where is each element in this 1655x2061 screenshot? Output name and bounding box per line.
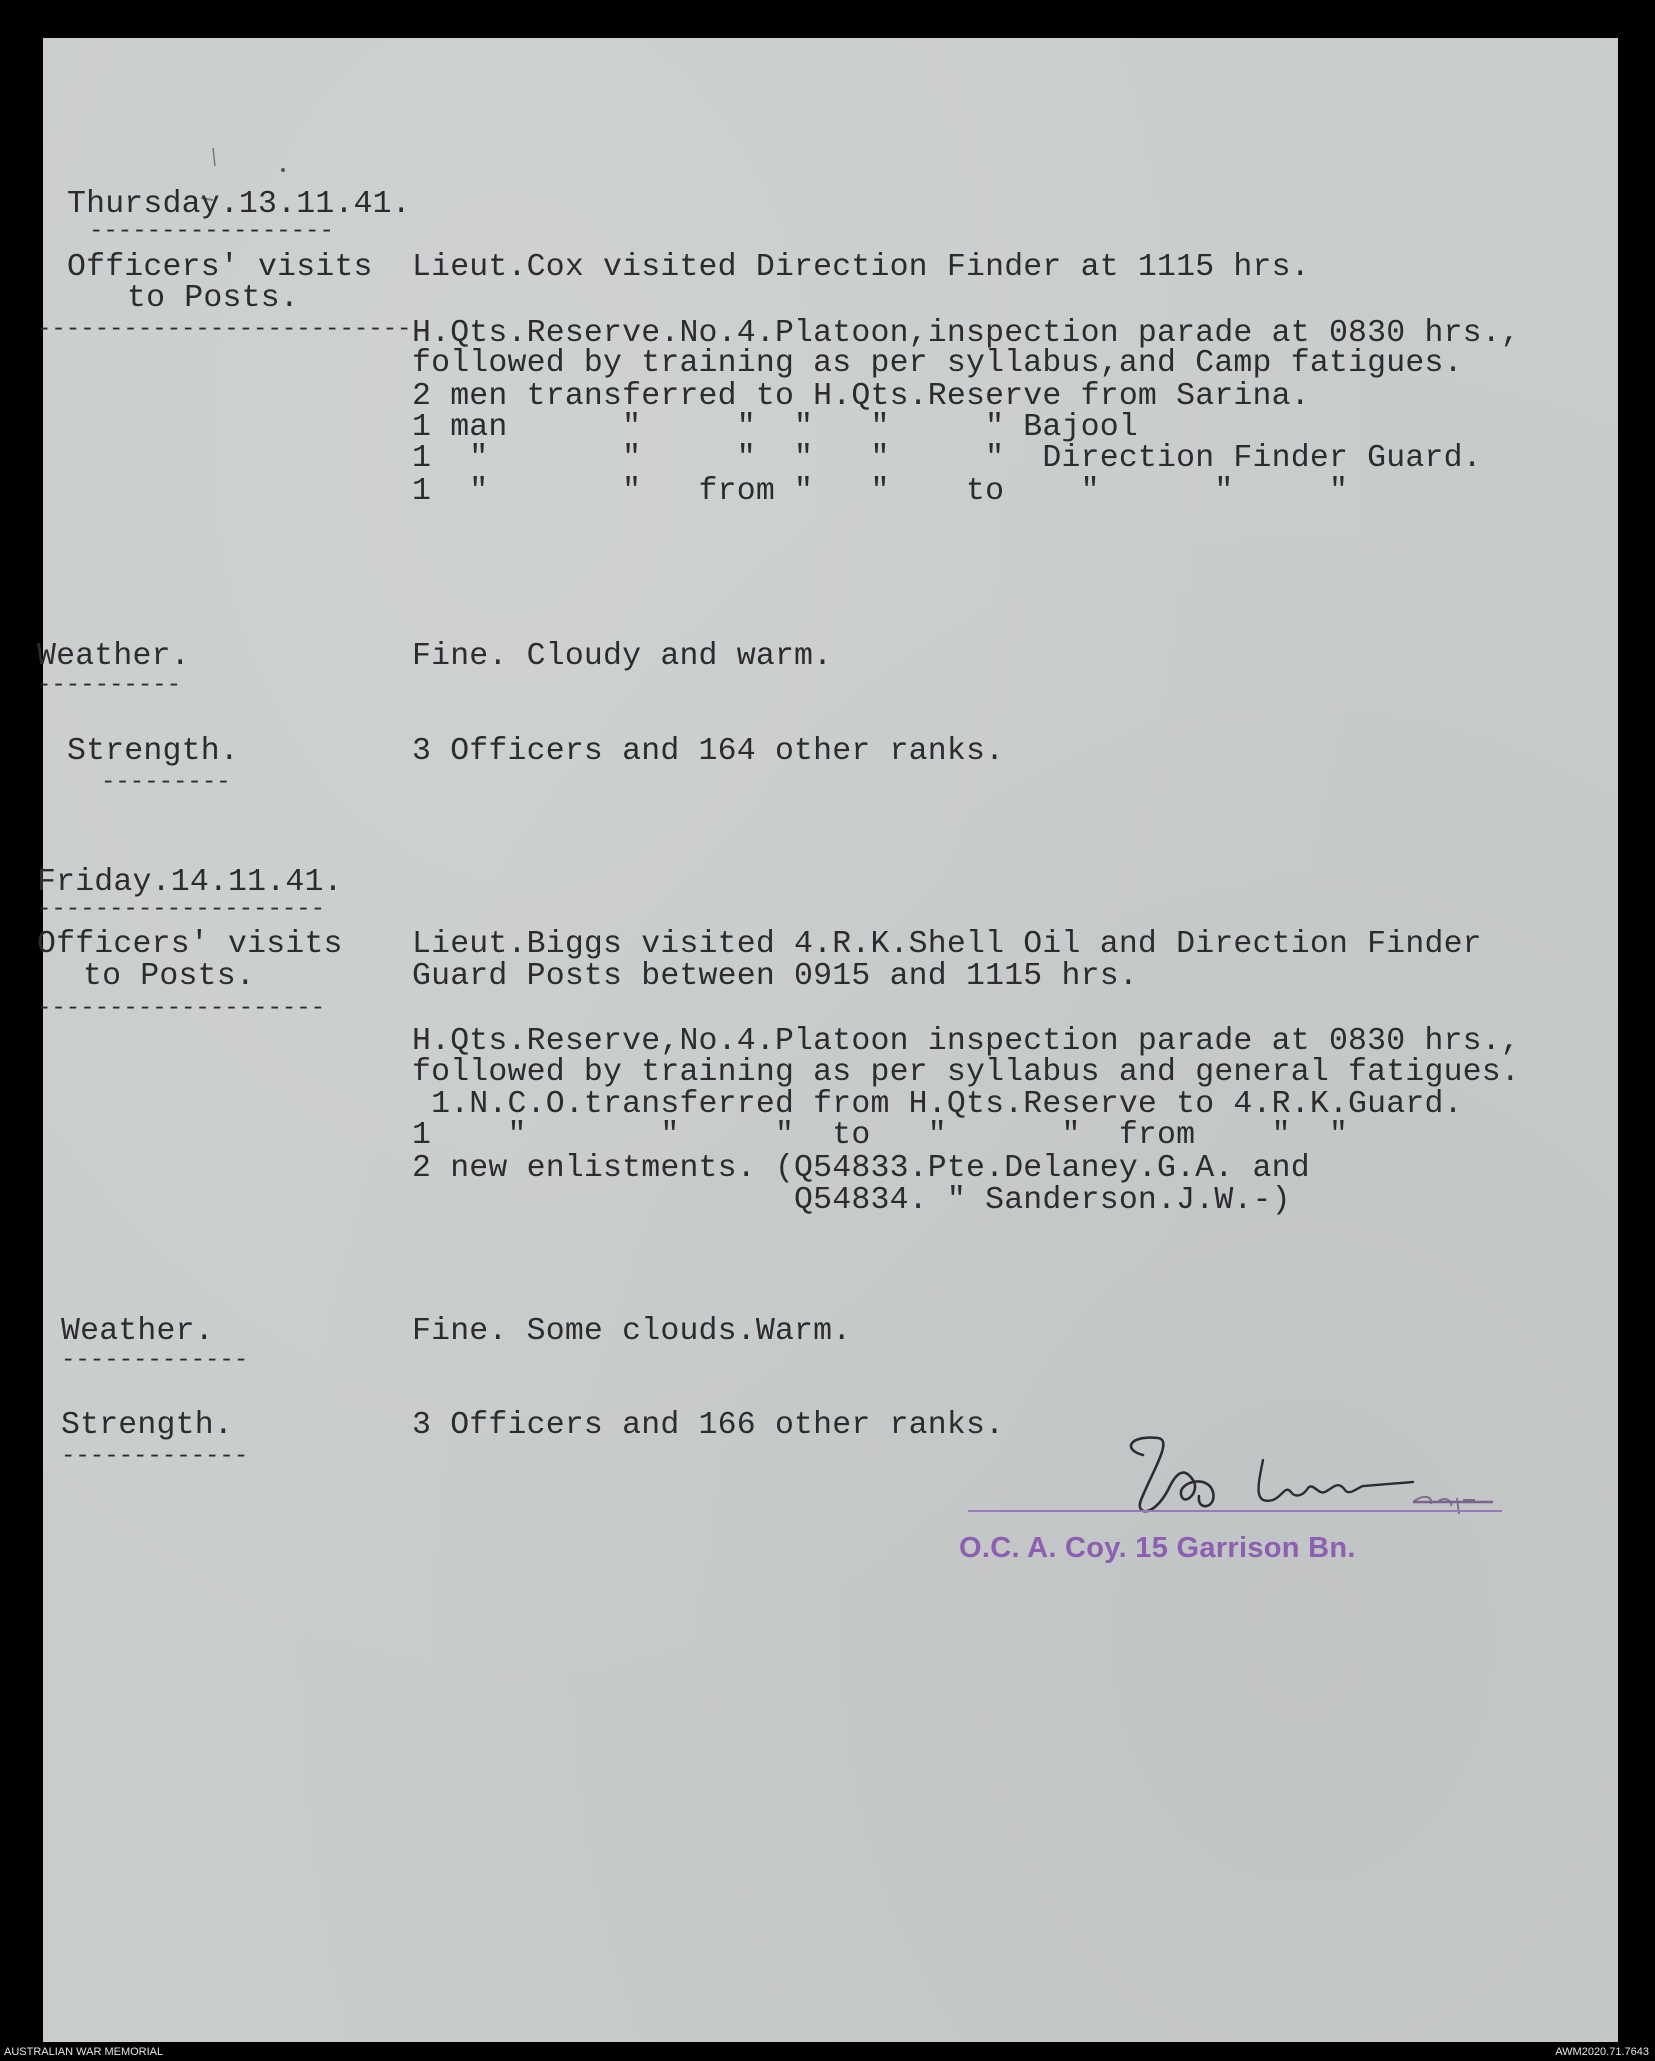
activity-line: 2 new enlistments. (Q54833.Pte.Delaney.G.A. and	[412, 1151, 1310, 1186]
signature	[1113, 1430, 1513, 1530]
activity-line: Q54834. " Sanderson.J.W.-)	[412, 1183, 1291, 1218]
archive-footer-left: AUSTRALIAN WAR MEMORIAL	[4, 2046, 164, 2058]
strength-underline-1: ---------	[101, 773, 231, 793]
visits-label-line1-2: Officers' visits	[37, 927, 343, 962]
activity-line: 2 men transferred to H.Qts.Reserve from Sarina.	[412, 379, 1310, 414]
weather-underline-1: ----------	[37, 676, 182, 696]
activity-line: 1 " " from " " to " " "	[412, 474, 1349, 509]
activity-line: followed by training as per syllabus,and Camp fatigues.	[412, 346, 1463, 381]
entry-date-2: Friday.14.11.41.	[37, 865, 343, 900]
section-divider-1: --------------------------	[37, 320, 412, 340]
activity-line: 1 " " " to " " from " "	[412, 1118, 1349, 1153]
date-underline-1: -----------------	[89, 222, 334, 242]
section-divider-2: --------------------	[37, 999, 326, 1019]
strength-text-2: 3 Officers and 166 other ranks.	[412, 1408, 1005, 1443]
date-underline-2: --------------------	[37, 900, 326, 920]
activity-line: 1.N.C.O.transferred from H.Qts.Reserve to 4.R.K.Guard.	[412, 1087, 1463, 1122]
visits-text-line1-2: Lieut.Biggs visited 4.R.K.Shell Oil and Direction Finder	[412, 927, 1482, 962]
weather-label-1: Weather.	[37, 639, 190, 674]
strength-underline-2: -------------	[61, 1447, 249, 1467]
visits-label-line1-1: Officers' visits	[67, 250, 373, 285]
stamp-rule	[968, 1510, 1502, 1512]
strength-label-1: Strength.	[67, 734, 239, 769]
document-page	[37, 38, 1618, 2042]
strength-text-1: 3 Officers and 164 other ranks.	[412, 734, 1005, 769]
entry-date-1: Thursday.13.11.41.	[67, 187, 411, 222]
activity-line: 1 man " " " " " Bajool	[412, 410, 1138, 445]
weather-text-2: Fine. Some clouds.Warm.	[412, 1314, 852, 1349]
visits-text-1: Lieut.Cox visited Direction Finder at 1115 hrs.	[412, 250, 1310, 285]
strength-label-2: Strength.	[61, 1408, 233, 1443]
unit-stamp: O.C. A. Coy. 15 Garrison Bn.	[959, 1532, 1356, 1564]
archive-footer-right: AWM2020.71.7643	[1555, 2046, 1649, 2058]
activity-line: H.Qts.Reserve,No.4.Platoon inspection parade at 0830 hrs.,	[412, 1024, 1520, 1059]
activity-line: H.Qts.Reserve.No.4.Platoon,inspection parade at 0830 hrs.,	[412, 316, 1520, 351]
weather-text-1: Fine. Cloudy and warm.	[412, 639, 833, 674]
visits-label-line2-2: to Posts.	[83, 959, 255, 994]
weather-underline-2: -------------	[61, 1351, 249, 1371]
activity-line: 1 " " " " " " Direction Finder Guard.	[412, 441, 1482, 476]
visits-label-line2-1: to Posts.	[127, 281, 299, 316]
weather-label-2: Weather.	[61, 1314, 214, 1349]
visits-text-line2-2: Guard Posts between 0915 and 1115 hrs.	[412, 959, 1138, 994]
activity-line: followed by training as per syllabus and general fatigues.	[412, 1055, 1520, 1090]
